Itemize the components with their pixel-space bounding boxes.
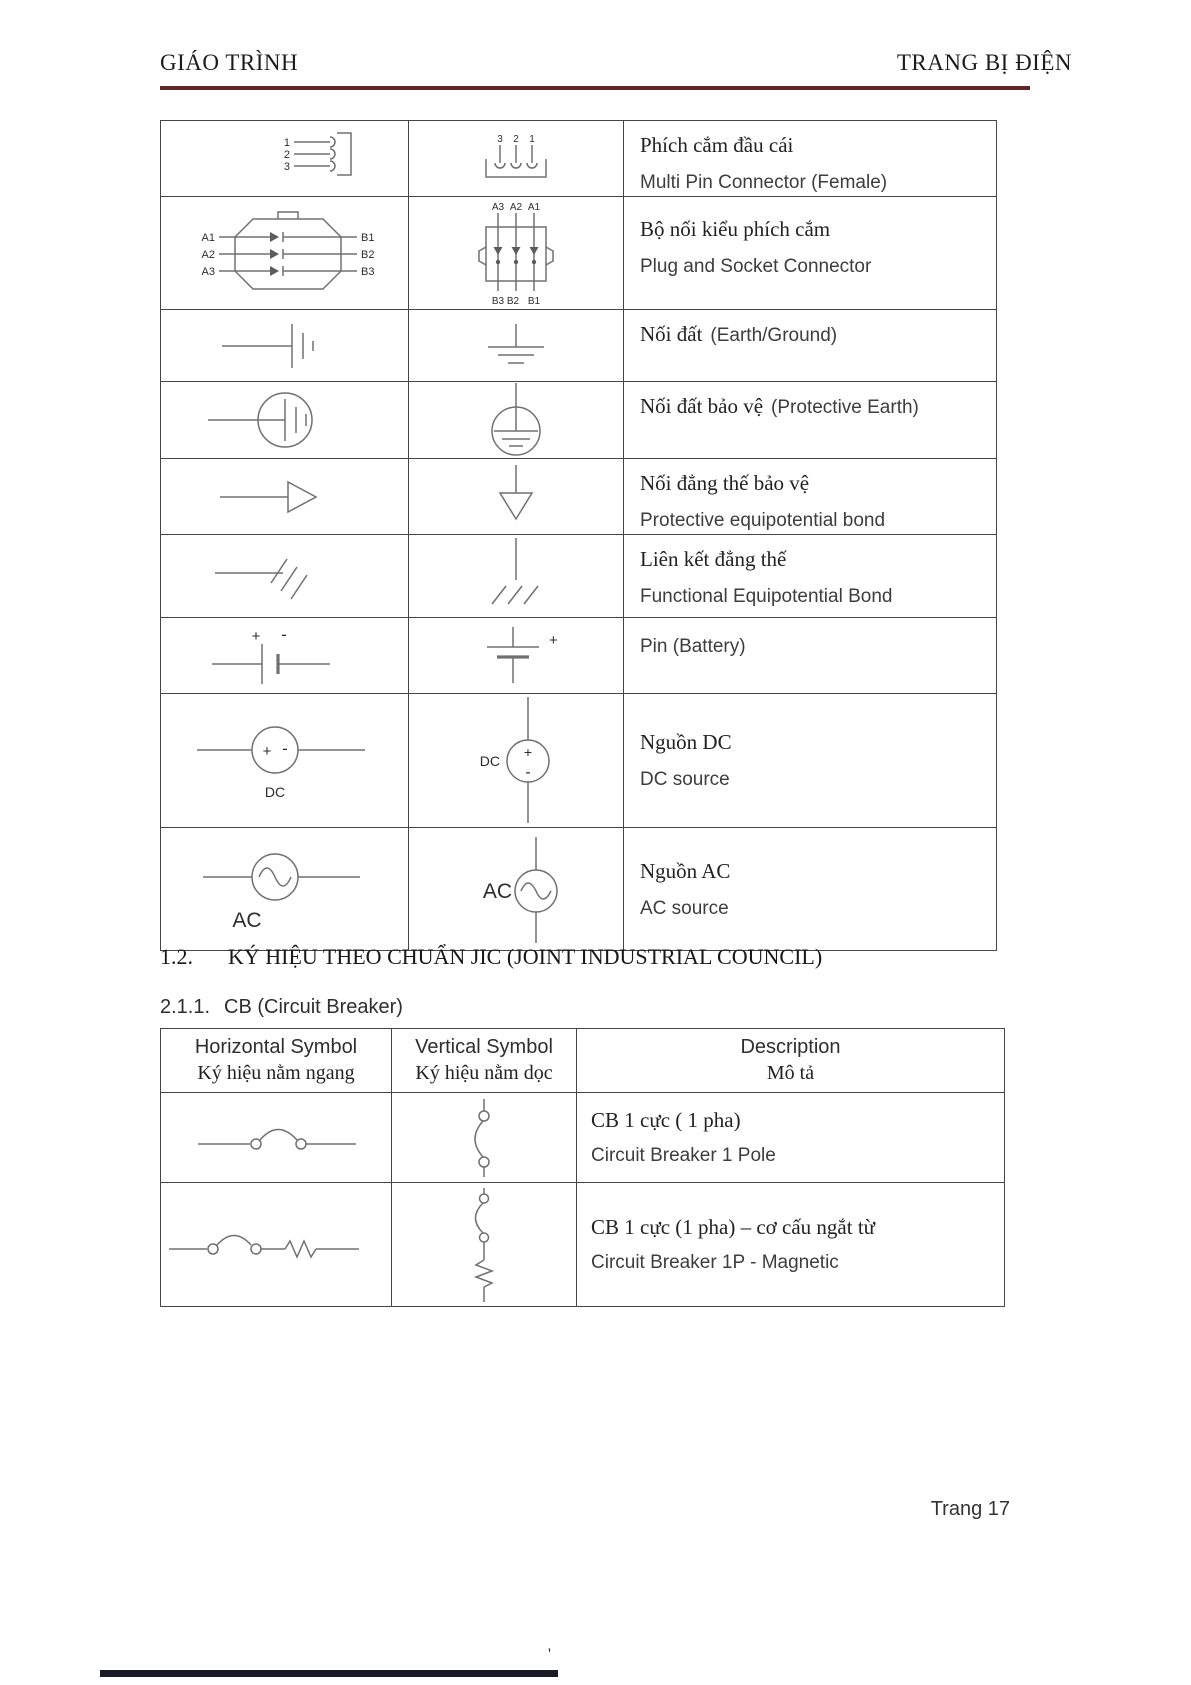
description-cell — [624, 310, 997, 382]
table-row — [161, 459, 997, 535]
header-en: Horizontal Symbol — [194, 1036, 358, 1058]
subsection-title: CB (Circuit Breaker) — [224, 996, 403, 1018]
contact-label: A2 — [201, 249, 215, 261]
battery-horizontal-icon — [200, 625, 370, 687]
header-en: Vertical Symbol — [415, 1036, 553, 1058]
earth-ground-horizontal-icon — [210, 318, 360, 374]
description-line — [640, 394, 990, 419]
symbol-table — [160, 120, 997, 951]
description-vi: Nối đẳng thế bảo vệ — [640, 471, 810, 495]
page-number: Trang 17 — [930, 1498, 1010, 1520]
header-left-title: GIÁO TRÌNH — [160, 50, 299, 75]
minus-label: - — [525, 763, 531, 781]
contact-label: A1 — [527, 202, 541, 213]
description-cell — [624, 828, 997, 951]
description-cell — [624, 694, 997, 828]
description-vi: Nguồn DC — [640, 730, 732, 754]
description-cell — [624, 382, 997, 459]
contact-label: B2 — [360, 249, 374, 261]
description-vi: Phích cắm đầu cái — [640, 133, 794, 157]
contact-label: B3 — [491, 296, 505, 307]
symbol-cell-vertical — [409, 121, 624, 197]
protective-equipotential-horizontal-icon — [210, 469, 360, 525]
description-cell — [624, 535, 997, 618]
description-vi: CB 1 cực (1 pha) – cơ cấu ngắt từ — [591, 1215, 876, 1239]
cb-table — [160, 1028, 1005, 1307]
description-en: Functional Equipotential Bond — [640, 586, 893, 607]
description-vi: CB 1 cực ( 1 pha) — [591, 1108, 741, 1132]
symbol-cell-vertical — [409, 535, 624, 618]
symbol-cell-vertical — [409, 694, 624, 828]
header-vi: Mô tả — [766, 1062, 815, 1084]
description-cell — [577, 1183, 1005, 1307]
bottom-rule — [100, 1670, 558, 1677]
description-cell — [577, 1093, 1005, 1183]
multi-pin-female-horizontal-icon — [190, 130, 380, 188]
protective-equipotential-vertical-icon — [456, 465, 576, 529]
symbol-cell-vertical — [409, 459, 624, 535]
symbol-cell-horizontal — [161, 310, 409, 382]
dc-source-vertical-icon — [416, 697, 616, 825]
subsection-number: 2.1.1. — [160, 996, 211, 1018]
header-description — [577, 1029, 1005, 1093]
description-cell — [624, 459, 997, 535]
table-row — [161, 1093, 1005, 1183]
symbol-cell-horizontal — [161, 694, 409, 828]
description-en: (Protective Earth) — [771, 397, 919, 418]
footer-artifact-mark: ' — [548, 1646, 551, 1663]
description-en: Multi Pin Connector (Female) — [640, 172, 888, 193]
description-en: Pin (Battery) — [640, 636, 746, 657]
header-rule — [160, 86, 1030, 90]
contact-label: A2 — [509, 202, 523, 213]
battery-vertical-icon — [451, 625, 581, 687]
table-row — [161, 310, 997, 382]
circuit-breaker-1pole-horizontal-icon — [176, 1110, 376, 1166]
table-row — [161, 121, 997, 197]
minus-label: - — [280, 624, 287, 644]
pin-label: 3 — [497, 133, 503, 145]
plug-socket-horizontal-icon — [175, 207, 395, 299]
table-row — [161, 535, 997, 618]
section-heading — [160, 944, 822, 970]
description-vi: Nguồn AC — [640, 858, 731, 883]
functional-equipotential-vertical-icon — [456, 538, 576, 614]
pin-label: 3 — [283, 160, 290, 173]
table-row — [161, 828, 997, 951]
symbol-cell-vertical — [409, 197, 624, 310]
contact-label: B1 — [527, 296, 541, 307]
protective-earth-horizontal-icon — [200, 389, 370, 451]
description-cell — [624, 197, 997, 310]
symbol-cell-horizontal — [161, 121, 409, 197]
header-vi: Ký hiệu nằm ngang — [197, 1062, 355, 1084]
contact-label: A1 — [201, 232, 215, 244]
table-row — [161, 197, 997, 310]
symbol-cell-vertical — [392, 1093, 577, 1183]
symbol-cell-horizontal — [161, 1093, 392, 1183]
description-cell — [624, 121, 997, 197]
subsection-heading — [160, 996, 403, 1019]
description-vi: Nối đất bảo vệ — [640, 394, 764, 418]
symbol-cell-horizontal — [161, 535, 409, 618]
description-en: (Earth/Ground) — [710, 325, 838, 346]
contact-label: A3 — [201, 266, 215, 278]
earth-ground-vertical-icon — [456, 320, 576, 372]
description-line — [640, 322, 990, 347]
table-row — [161, 694, 997, 828]
symbol-cell-horizontal — [161, 459, 409, 535]
symbol-cell-horizontal — [161, 828, 409, 951]
contact-label: A3 — [491, 202, 505, 213]
description-en: Plug and Socket Connector — [640, 256, 872, 277]
description-en: DC source — [640, 769, 730, 790]
circuit-breaker-1p-magnetic-horizontal-icon — [161, 1217, 391, 1273]
section-title: KÝ HIỆU THEO CHUẨN JIC (JOINT INDUSTRIAL COUNCIL) — [228, 944, 823, 969]
description-vi: Liên kết đẳng thế — [640, 547, 787, 571]
symbol-cell-horizontal — [161, 382, 409, 459]
symbol-cell-vertical — [409, 382, 624, 459]
ac-label: AC — [231, 909, 262, 932]
contact-label: B1 — [360, 232, 374, 244]
table-row — [161, 618, 997, 694]
symbol-cell-horizontal — [161, 618, 409, 694]
pin-label: 2 — [513, 133, 519, 145]
protective-earth-vertical-icon — [456, 383, 576, 457]
symbol-cell-horizontal — [161, 1183, 392, 1307]
symbol-cell-vertical — [409, 618, 624, 694]
dc-source-horizontal-icon — [195, 720, 375, 802]
description-vi: Bộ nối kiểu phích cắm — [640, 217, 831, 241]
symbol-cell-vertical — [392, 1183, 577, 1307]
symbol-cell-horizontal — [161, 197, 409, 310]
pin-label: 2 — [283, 148, 290, 161]
description-en: Circuit Breaker 1 Pole — [591, 1145, 776, 1166]
section-number: 1.2. — [160, 944, 193, 969]
table-row — [161, 1183, 1005, 1307]
header-vi: Ký hiệu nằm dọc — [415, 1062, 553, 1084]
ac-label: AC — [482, 880, 512, 903]
symbol-cell-vertical — [409, 828, 624, 951]
table-header-row — [161, 1029, 1005, 1093]
header-horizontal-symbol — [161, 1029, 392, 1093]
plus-label: + — [251, 627, 260, 645]
plug-socket-vertical-icon — [446, 199, 586, 307]
circuit-breaker-1pole-vertical-icon — [429, 1097, 539, 1179]
symbol-cell-vertical — [409, 310, 624, 382]
dc-label: DC — [479, 752, 500, 769]
minus-label: - — [281, 738, 288, 758]
ac-source-horizontal-icon — [185, 845, 385, 933]
contact-label: B3 — [360, 266, 374, 278]
description-en: Circuit Breaker 1P - Magnetic — [591, 1252, 839, 1273]
table-row — [161, 382, 997, 459]
description-vi: Nối đất — [640, 322, 703, 346]
pin-label: 1 — [529, 133, 535, 145]
dc-label: DC — [264, 783, 285, 800]
plus-label: + — [262, 742, 271, 760]
contact-label: B2 — [506, 296, 520, 307]
circuit-breaker-1p-magnetic-vertical-icon — [429, 1186, 539, 1304]
header-right-title: TRANG BỊ ĐIỆN — [896, 50, 1072, 75]
functional-equipotential-horizontal-icon — [205, 547, 365, 605]
ac-source-vertical-icon — [416, 833, 616, 945]
header-vertical-symbol — [392, 1029, 577, 1093]
description-en: AC source — [640, 897, 729, 919]
description-cell — [624, 618, 997, 694]
pin-label: 1 — [283, 136, 290, 149]
multi-pin-female-vertical-icon — [456, 131, 576, 187]
description-en: Protective equipotential bond — [640, 510, 886, 531]
plus-label: + — [523, 743, 533, 760]
plus-label: + — [549, 631, 558, 649]
header-en: Description — [740, 1036, 841, 1058]
